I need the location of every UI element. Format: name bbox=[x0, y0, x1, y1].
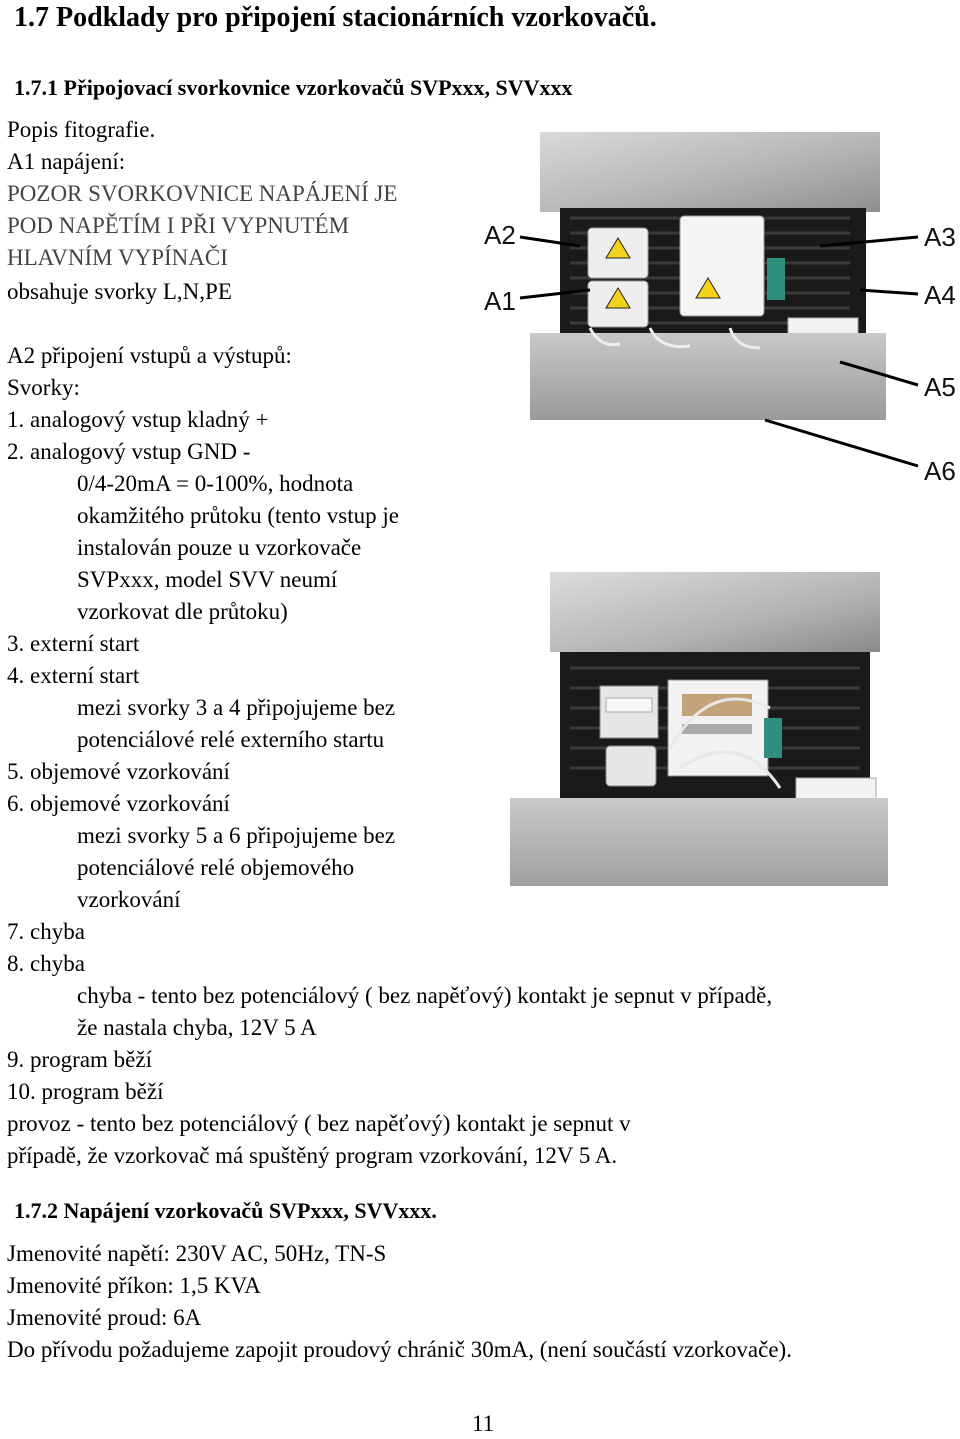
note-line: instalován pouze u vzorkovače bbox=[77, 535, 362, 560]
note-line: potenciálové relé objemového bbox=[77, 855, 355, 880]
note-line: SVPxxx, model SVV neumí bbox=[77, 567, 338, 592]
note-line: mezi svorky 5 a 6 připojujeme bez bbox=[77, 823, 396, 848]
note-line: potenciálové relé externího startu bbox=[77, 727, 385, 752]
a1-contains: obsahuje svorky L,N,PE bbox=[7, 279, 232, 304]
list-item: 7. chyba bbox=[7, 919, 85, 944]
label-a6: A6 bbox=[924, 456, 956, 486]
terminals-label: Svorky: bbox=[7, 375, 80, 400]
list-item: 10. program běží bbox=[7, 1079, 164, 1104]
label-a4: A4 bbox=[924, 280, 956, 310]
list-item: 9. program běží bbox=[7, 1047, 152, 1072]
run-note-line: případě, že vzorkovač má spuštěný program vzorkování, 12V 5 A. bbox=[7, 1143, 618, 1168]
warning-line-3: HLAVNÍM VYPÍNAČI bbox=[7, 245, 228, 270]
list-item: 8. chyba bbox=[7, 951, 85, 976]
note-line: 0/4-20mA = 0-100%, hodnota bbox=[77, 471, 354, 496]
list-item: 4. externí start bbox=[7, 663, 140, 688]
label-a2: A2 bbox=[484, 220, 516, 250]
label-a1: A1 bbox=[484, 286, 516, 316]
spec-line: Jmenovité napětí: 230V AC, 50Hz, TN-S bbox=[7, 1241, 387, 1266]
list-item: 6. objemové vzorkování bbox=[7, 791, 230, 816]
note-line: vzorkovat dle průtoku) bbox=[77, 599, 288, 624]
note-line: okamžitého průtoku (tento vstup je bbox=[77, 503, 399, 528]
spec-line: Jmenovité proud: 6A bbox=[7, 1305, 202, 1330]
photo-description-title: Popis fitografie. bbox=[7, 117, 156, 142]
warning-line-1: POZOR SVORKOVNICE NAPÁJENÍ JE bbox=[7, 181, 398, 206]
note-line: chyba - tento bez potenciálový ( bez napěťový) kontakt je sepnut v případě, bbox=[77, 983, 773, 1008]
note-line: že nastala chyba, 12V 5 A bbox=[77, 1015, 317, 1040]
note-line: vzorkování bbox=[77, 887, 181, 912]
terminal-box-photo-top bbox=[530, 128, 886, 420]
terminal-box-photo-bottom bbox=[510, 568, 888, 886]
page-number: 11 bbox=[472, 1411, 495, 1436]
a1-title: A1 napájení: bbox=[7, 149, 126, 174]
section-heading-1-7-2: 1.7.2 Napájení vzorkovačů SVPxxx, SVVxxx. bbox=[14, 1198, 437, 1223]
list-item: 1. analogový vstup kladný + bbox=[7, 407, 269, 432]
label-a3: A3 bbox=[924, 222, 956, 252]
run-note-line: provoz - tento bez potenciálový ( bez napěťový) kontakt je sepnut v bbox=[7, 1111, 631, 1136]
a2-title: A2 připojení vstupů a výstupů: bbox=[7, 343, 292, 368]
list-item: 5. objemové vzorkování bbox=[7, 759, 230, 784]
spec-line: Jmenovité příkon: 1,5 KVA bbox=[7, 1273, 261, 1298]
spec-line: Do přívodu požadujeme zapojit proudový chránič 30mA, (není součástí vzorkovače). bbox=[7, 1337, 792, 1362]
list-item: 2. analogový vstup GND - bbox=[7, 439, 251, 464]
list-item: 3. externí start bbox=[7, 631, 140, 656]
note-line: mezi svorky 3 a 4 připojujeme bez bbox=[77, 695, 396, 720]
section-heading-1-7-1: 1.7.1 Připojovací svorkovnice vzorkovačů SVPxxx, SVVxxx bbox=[14, 75, 573, 100]
warning-line-2: POD NAPĚTÍM I PŘI VYPNUTÉM bbox=[7, 213, 350, 238]
section-heading-1-7: 1.7 Podklady pro připojení stacionárních vzorkovačů. bbox=[14, 2, 657, 33]
label-a5: A5 bbox=[924, 372, 956, 402]
